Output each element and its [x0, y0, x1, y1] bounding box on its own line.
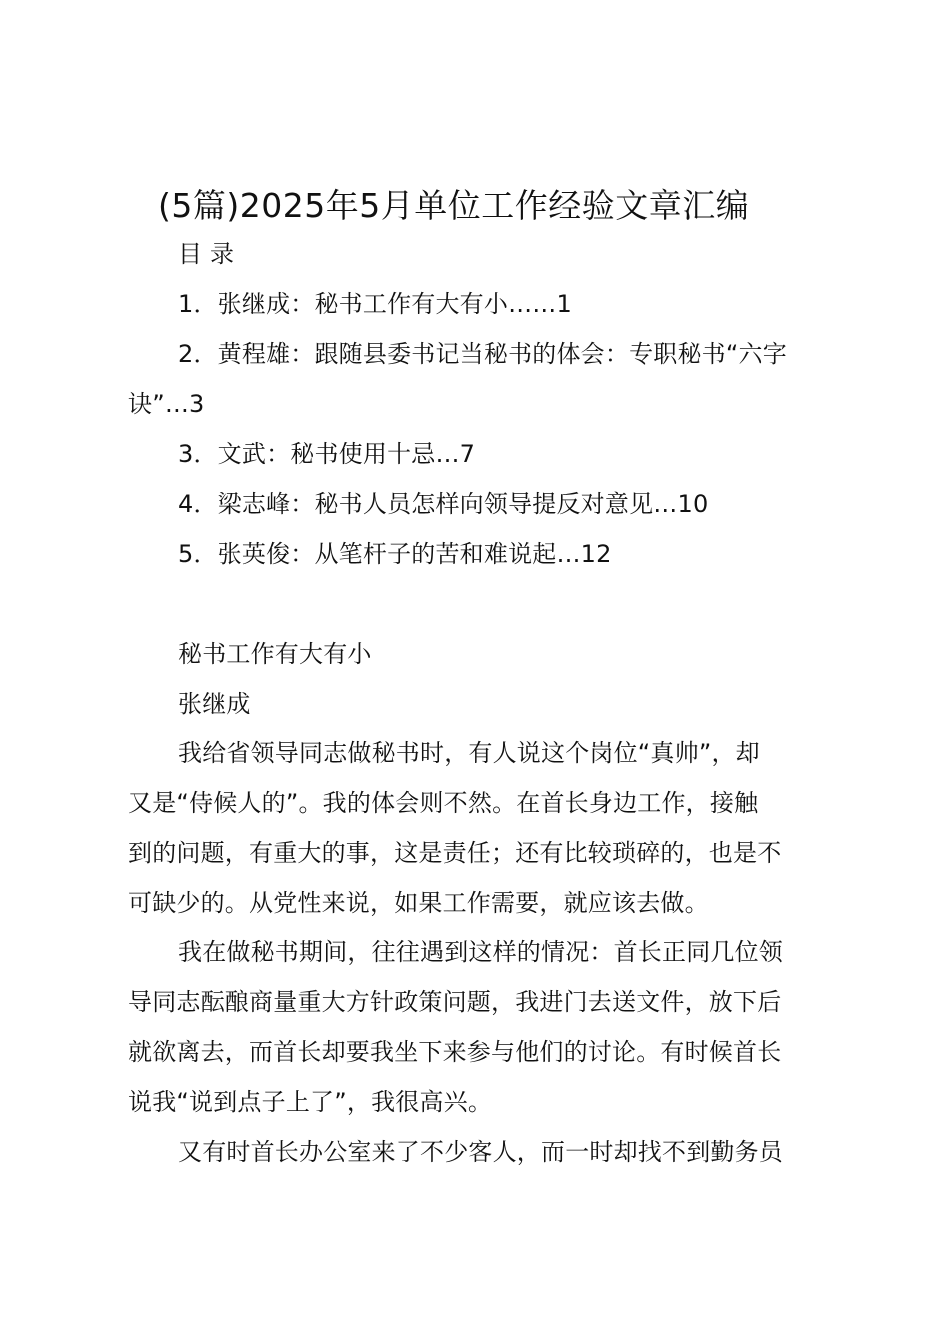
toc-entry-1: 1．张继成：秘书工作有大有小……1 — [178, 290, 572, 318]
toc-entry-3: 3．文武：秘书使用十忌…7 — [178, 440, 476, 468]
toc-entry-5: 5．张英俊：从笔杆子的苦和难说起…12 — [178, 540, 612, 568]
paragraph-line: 又是“侍候人的”。我的体会则不然。在首长身边工作，接触 — [128, 789, 759, 817]
document-title: (5篇)2025年5月单位工作经验文章汇编 — [158, 186, 750, 225]
paragraph-line: 我在做秘书期间，往往遇到这样的情况：首长正同几位领 — [178, 938, 783, 966]
paragraph-line: 又有时首长办公室来了不少客人，而一时却找不到勤务员 — [178, 1138, 783, 1166]
article-author: 张继成 — [178, 690, 251, 718]
article-title: 秘书工作有大有小 — [178, 640, 372, 668]
toc-heading: 目 录 — [178, 240, 235, 268]
toc-entry-2-cont: 诀”…3 — [128, 390, 205, 418]
paragraph-line: 到的问题，有重大的事，这是责任；还有比较琐碎的，也是不 — [128, 839, 782, 867]
paragraph-line: 就欲离去，而首长却要我坐下来参与他们的讨论。有时候首长 — [128, 1038, 782, 1066]
paragraph-line: 我给省领导同志做秘书时，有人说这个岗位“真帅”，却 — [178, 739, 760, 767]
paragraph-line: 导同志酝酿商量重大方针政策问题，我进门去送文件，放下后 — [128, 988, 782, 1016]
toc-entry-4: 4．梁志峰：秘书人员怎样向领导提反对意见…10 — [178, 490, 709, 518]
paragraph-line: 可缺少的。从党性来说，如果工作需要，就应该去做。 — [128, 889, 709, 917]
toc-entry-2: 2．黄程雄：跟随县委书记当秘书的体会：专职秘书“六字 — [178, 340, 787, 368]
paragraph-line: 说我“说到点子上了”，我很高兴。 — [128, 1088, 493, 1116]
